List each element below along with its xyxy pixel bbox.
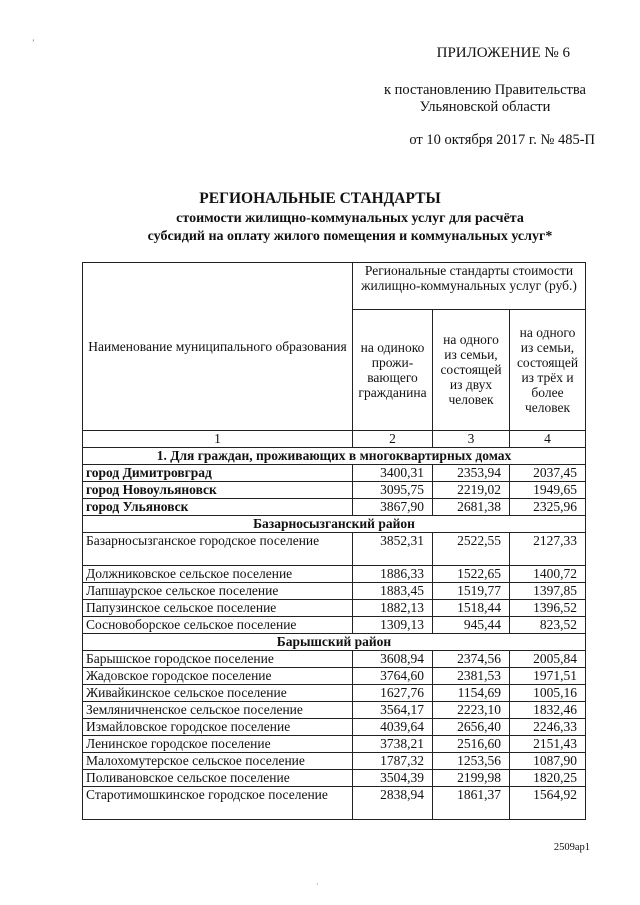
table-row [83, 651, 586, 668]
value-three-plus: 2151,43 [510, 736, 586, 753]
value-three-plus: 1820,25 [510, 770, 586, 787]
table-row [83, 465, 586, 482]
table-row [83, 736, 586, 753]
standards-table [82, 262, 586, 820]
value-three-plus: 1396,52 [510, 600, 586, 617]
value-three-plus: 1564,92 [510, 787, 586, 820]
value-three-plus: 1400,72 [510, 566, 586, 583]
value-single: 3504,39 [353, 770, 433, 787]
section-title: Базарносызганский район [83, 516, 586, 533]
value-two-person: 2223,10 [433, 702, 510, 719]
value-two-person: 2374,56 [433, 651, 510, 668]
municipality-name: Должниковское сельское поселение [83, 566, 353, 583]
value-three-plus: 2246,33 [510, 719, 586, 736]
table-row [83, 600, 586, 617]
value-single: 3867,90 [353, 499, 433, 516]
column-header-name: Наименование муниципального образования [83, 263, 353, 431]
appendix-label: ПРИЛОЖЕНИЕ № 6 [436, 45, 570, 61]
municipality-name: Папузинское сельское поселение [83, 600, 353, 617]
table-row [83, 719, 586, 736]
value-three-plus: 1832,46 [510, 702, 586, 719]
value-single: 4039,64 [353, 719, 433, 736]
value-three-plus: 2127,33 [510, 533, 586, 566]
value-three-plus: 1005,16 [510, 685, 586, 702]
value-two-person: 1518,44 [433, 600, 510, 617]
value-single: 2838,94 [353, 787, 433, 820]
value-two-person: 1522,65 [433, 566, 510, 583]
table-row [83, 685, 586, 702]
scan-speck: · [316, 880, 319, 889]
table-row [83, 499, 586, 516]
value-two-person: 2219,02 [433, 482, 510, 499]
resolution-reference [370, 82, 600, 116]
value-three-plus: 1087,90 [510, 753, 586, 770]
value-three-plus: 823,52 [510, 617, 586, 634]
municipality-name: город Новоульяновск [83, 482, 353, 499]
value-two-person: 2681,38 [433, 499, 510, 516]
column-number: 1 [83, 431, 353, 448]
table-row [83, 583, 586, 600]
subtitle-line-2: субсидий на оплату жилого помещения и коммунальных услуг* [147, 229, 553, 244]
value-two-person: 2353,94 [433, 465, 510, 482]
table-row [83, 668, 586, 685]
municipality-name: Земляничненское сельское поселение [83, 702, 353, 719]
table-row [83, 753, 586, 770]
municipality-name: Измайловское городское поселение [83, 719, 353, 736]
table-row [83, 617, 586, 634]
resolution-date: от 10 октября 2017 г. № 485-П [409, 132, 595, 148]
municipality-name: Лапшаурское сельское поселение [83, 583, 353, 600]
value-two-person: 1253,56 [433, 753, 510, 770]
document-title: РЕГИОНАЛЬНЫЕ СТАНДАРТЫ [199, 190, 441, 207]
table-row [83, 533, 586, 566]
resolution-line-1: к постановлению Правительства [384, 82, 586, 98]
value-single: 3400,31 [353, 465, 433, 482]
municipality-name: Старотимошкинское городское поселение [83, 787, 353, 820]
subtitle-line-1: стоимости жилищно-коммунальных услуг для расчёта [176, 211, 524, 226]
table-row [83, 566, 586, 583]
value-two-person: 1861,37 [433, 787, 510, 820]
value-single: 1627,76 [353, 685, 433, 702]
section-title: 1. Для граждан, проживающих в многоквартирных домах [83, 448, 586, 465]
section-row [83, 448, 586, 465]
value-three-plus: 2037,45 [510, 465, 586, 482]
value-two-person: 1519,77 [433, 583, 510, 600]
municipality-name: Живайкинское сельское поселение [83, 685, 353, 702]
value-single: 3608,94 [353, 651, 433, 668]
resolution-line-2: Ульяновской области [419, 99, 551, 115]
value-three-plus: 2325,96 [510, 499, 586, 516]
value-single: 3564,17 [353, 702, 433, 719]
value-single: 1882,13 [353, 600, 433, 617]
municipality-name: Малохомутерское сельское поселение [83, 753, 353, 770]
section-row [83, 634, 586, 651]
column-group-header: Региональные стандарты стоимости жилищно-коммунальных услуг (руб.) [353, 263, 586, 310]
municipality-name: Поливановское сельское поселение [83, 770, 353, 787]
value-two-person: 945,44 [433, 617, 510, 634]
value-three-plus: 1949,65 [510, 482, 586, 499]
value-two-person: 2516,60 [433, 736, 510, 753]
column-number: 2 [353, 431, 433, 448]
municipality-name: Базарносызганское городское поселение [83, 533, 353, 566]
value-single: 3852,31 [353, 533, 433, 566]
municipality-name: город Ульяновск [83, 499, 353, 516]
section-title: Барышский район [83, 634, 586, 651]
municipality-name: город Димитровград [83, 465, 353, 482]
document-code: 2509ар1 [553, 842, 590, 853]
value-single: 3738,21 [353, 736, 433, 753]
value-two-person: 2199,98 [433, 770, 510, 787]
municipality-name: Сосновоборское сельское поселение [83, 617, 353, 634]
column-header-single: на одиноко прожи-вающего гражданина [353, 309, 433, 430]
value-two-person: 1154,69 [433, 685, 510, 702]
value-two-person: 2381,53 [433, 668, 510, 685]
value-single: 1886,33 [353, 566, 433, 583]
table-row [83, 482, 586, 499]
value-single: 1309,13 [353, 617, 433, 634]
municipality-name: Ленинское городское поселение [83, 736, 353, 753]
value-two-person: 2656,40 [433, 719, 510, 736]
value-single: 3095,75 [353, 482, 433, 499]
table-row [83, 787, 586, 820]
municipality-name: Барышское городское поселение [83, 651, 353, 668]
value-two-person: 2522,55 [433, 533, 510, 566]
scan-speck: ʼ [32, 38, 35, 47]
column-header-three-plus: на одного из семьи, состоящей из трёх и более человек [510, 309, 586, 430]
value-three-plus: 2005,84 [510, 651, 586, 668]
municipality-name: Жадовское городское поселение [83, 668, 353, 685]
section-row [83, 516, 586, 533]
value-single: 1787,32 [353, 753, 433, 770]
value-three-plus: 1397,85 [510, 583, 586, 600]
column-number: 4 [510, 431, 586, 448]
table-row [83, 702, 586, 719]
value-three-plus: 1971,51 [510, 668, 586, 685]
column-number: 3 [433, 431, 510, 448]
document-subtitle [140, 210, 560, 246]
column-header-two-person: на одного из семьи, состоящей из двух человек [433, 309, 510, 430]
table-row [83, 770, 586, 787]
value-single: 3764,60 [353, 668, 433, 685]
value-single: 1883,45 [353, 583, 433, 600]
